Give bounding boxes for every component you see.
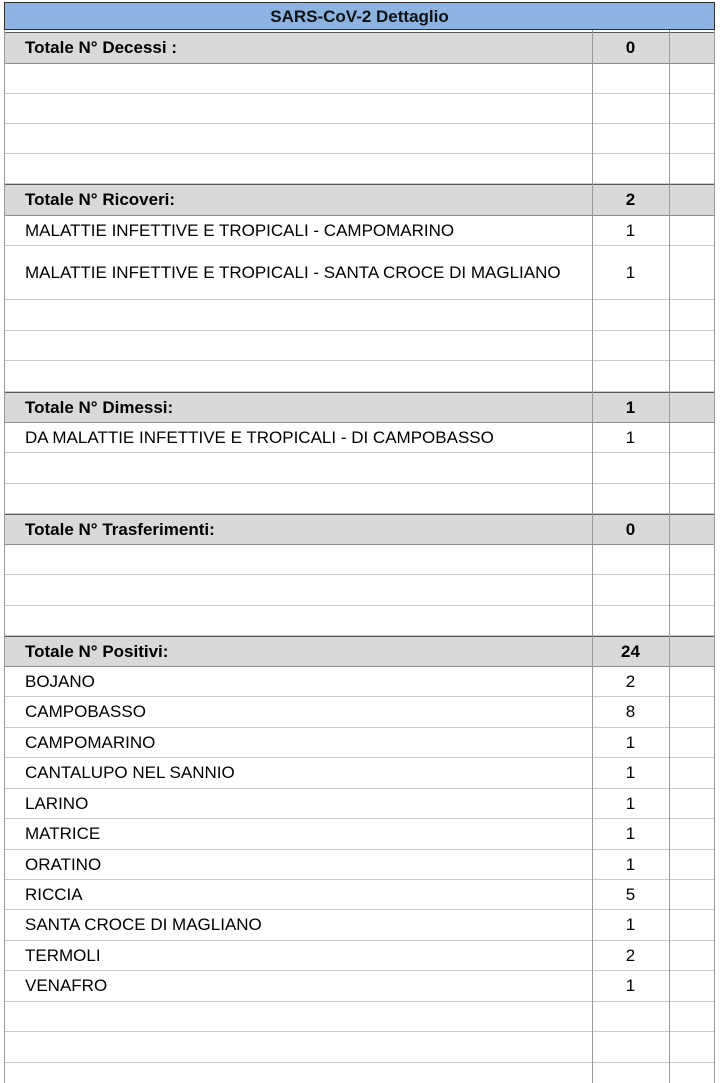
header-total: 1	[625, 397, 636, 417]
item-name: TERMOLI	[25, 945, 101, 965]
list-item	[4, 819, 715, 850]
list-item	[4, 910, 715, 941]
item-name: VENAFRO	[25, 976, 108, 995]
list-item	[4, 667, 715, 697]
header-label: Totale N° Decessi :	[25, 38, 177, 57]
list-item	[4, 880, 715, 910]
column-divider	[592, 30, 593, 1083]
item-value: 1	[625, 976, 636, 995]
list-item	[4, 789, 715, 819]
item-value: 8	[625, 702, 636, 721]
item-name: CANTALUPO NEL SANNIO	[25, 763, 235, 782]
header-total: 24	[621, 641, 640, 661]
item-value: 1	[625, 854, 636, 874]
header-label: Totale N° Ricoveri:	[25, 190, 176, 209]
list-item	[4, 697, 715, 728]
section-header-decessi	[4, 32, 715, 64]
empty-row	[4, 124, 715, 154]
list-item	[4, 941, 715, 971]
column-divider	[669, 30, 670, 1083]
list-item	[4, 850, 715, 880]
empty-row	[4, 484, 715, 514]
item-value: 1	[625, 220, 636, 240]
item-value: 5	[625, 884, 636, 904]
header-total: 2	[625, 190, 636, 209]
list-item	[4, 971, 715, 1002]
item-name: MATRICE	[25, 824, 101, 843]
header-total: 0	[625, 519, 636, 539]
empty-row	[4, 606, 715, 636]
column-divider	[714, 30, 715, 1083]
empty-row	[4, 300, 715, 331]
item-name: SANTA CROCE DI MAGLIANO	[25, 915, 262, 934]
item-value: 1	[625, 262, 636, 282]
item-value: 2	[625, 945, 636, 965]
list-item	[4, 423, 715, 453]
header-label: Totale N° Trasferimenti:	[25, 519, 215, 539]
empty-row	[4, 1032, 715, 1063]
item-name: BOJANO	[25, 671, 95, 691]
item-value: 1	[625, 824, 636, 843]
section-header-ricoveri	[4, 184, 715, 216]
item-name: DA MALATTIE INFETTIVE E TROPICALI - DI CAMPOBASSO	[25, 427, 494, 447]
empty-row	[4, 154, 715, 184]
list-item	[4, 246, 715, 300]
item-name: MALATTIE INFETTIVE E TROPICALI - CAMPOMARINO	[25, 220, 455, 240]
item-name: LARINO	[25, 793, 89, 813]
empty-row	[4, 453, 715, 484]
header-total: 0	[625, 38, 636, 57]
item-value: 1	[625, 732, 636, 752]
item-value: 2	[625, 671, 636, 691]
item-name: ORATINO	[25, 854, 102, 874]
item-value: 1	[625, 793, 636, 813]
item-name: CAMPOBASSO	[25, 702, 146, 721]
list-item	[4, 758, 715, 789]
item-name: MALATTIE INFETTIVE E TROPICALI - SANTA CROCE DI MAGLIANO	[25, 262, 561, 282]
empty-row	[4, 545, 715, 575]
empty-row	[4, 331, 715, 361]
empty-row	[4, 1063, 715, 1083]
item-value: 1	[625, 427, 636, 447]
empty-row	[4, 64, 715, 94]
header-label: Totale N° Dimessi:	[25, 397, 174, 417]
item-name: CAMPOMARINO	[25, 732, 156, 752]
list-item	[4, 728, 715, 758]
section-header-dimessi	[4, 392, 715, 423]
sheet-title: SARS-CoV-2 Dettaglio	[4, 2, 715, 30]
item-value: 1	[625, 763, 636, 782]
empty-row	[4, 361, 715, 392]
item-value: 1	[625, 915, 636, 934]
header-label: Totale N° Positivi:	[25, 641, 169, 661]
item-name: RICCIA	[25, 884, 83, 904]
list-item	[4, 216, 715, 246]
section-header-trasferimenti	[4, 514, 715, 545]
empty-row	[4, 94, 715, 124]
empty-row	[4, 1002, 715, 1032]
column-divider	[4, 30, 5, 1083]
empty-row	[4, 575, 715, 606]
section-header-positivi	[4, 636, 715, 667]
